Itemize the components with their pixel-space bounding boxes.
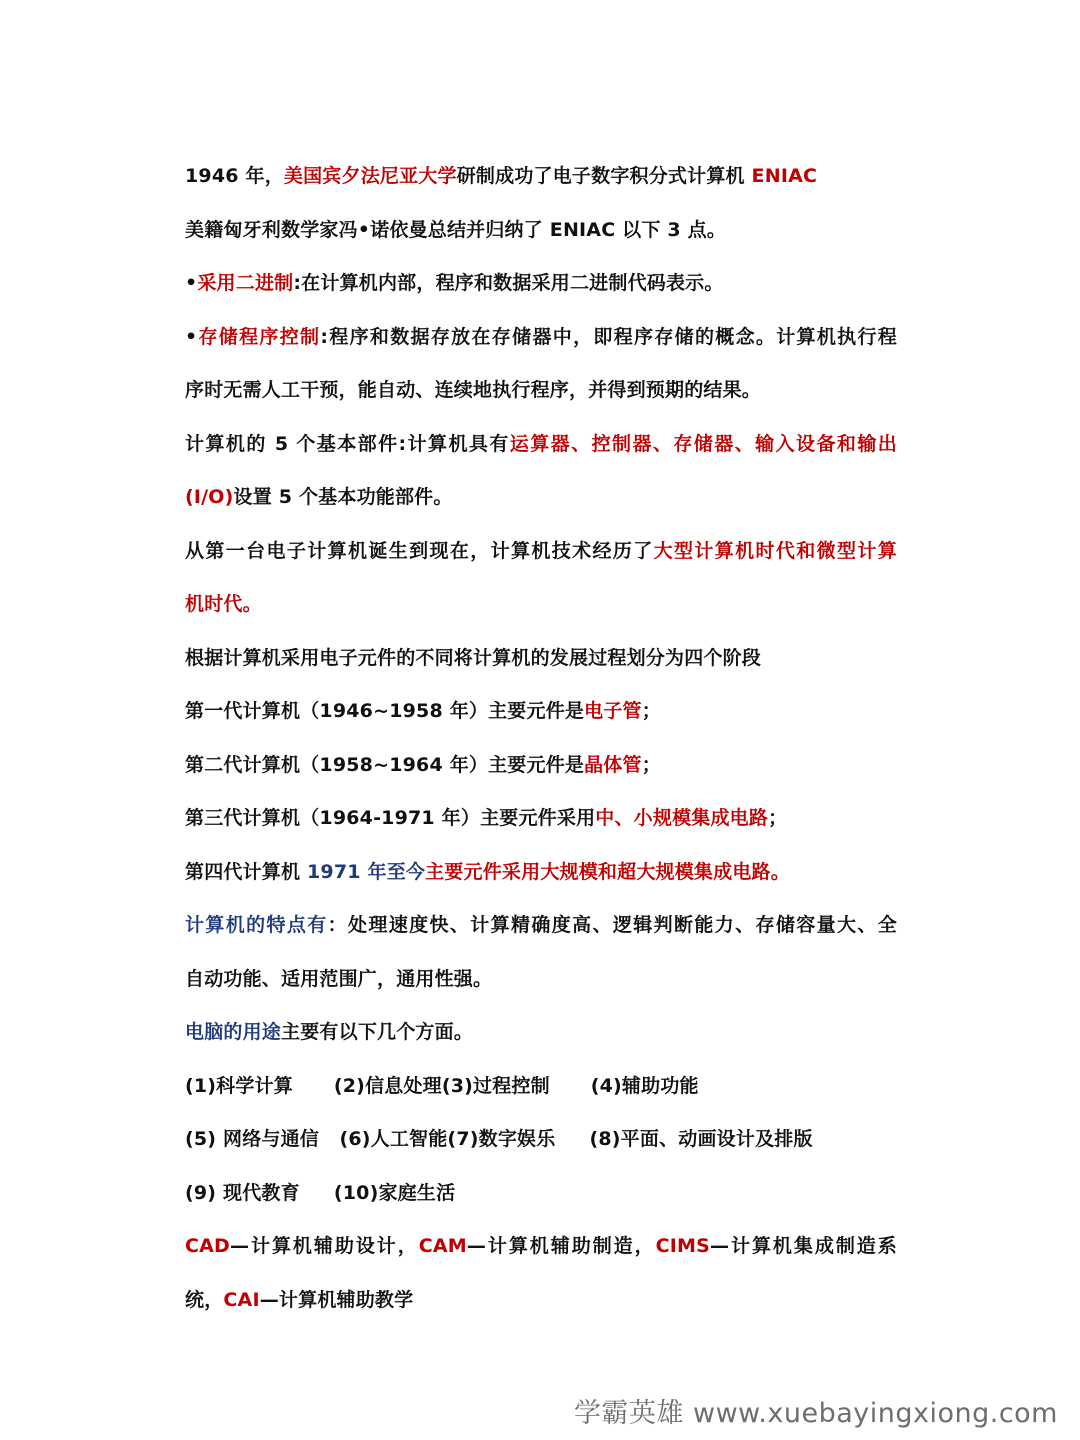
text-segment: 1946 年，	[185, 165, 284, 187]
text-segment: 第三代计算机（1964-1971 年）主要元件采用	[185, 807, 596, 829]
text-segment: —计算机辅助设计，	[230, 1235, 419, 1257]
text-segment: 设置 5 个基本功能部件。	[233, 486, 453, 508]
text-segment: 美籍匈牙利数学家冯•诺依曼总结并归纳了 ENIAC 以下 3 点。	[185, 218, 727, 241]
text-line	[185, 578, 897, 632]
text-segment: ：处理速度快、计算精确度高、逻辑判断能力、存储容量大、全	[327, 914, 897, 936]
text-line	[185, 525, 897, 579]
text-segment: ；	[768, 807, 788, 829]
watermark-footer: 学霸英雄 www.xuebayingxiong.com	[573, 1398, 1058, 1429]
text-segment: 研制成功了电子数字积分式计算机	[456, 165, 752, 187]
text-line	[185, 311, 897, 365]
text-segment: 第二代计算机（1958~1964 年）主要元件是	[185, 753, 585, 776]
text-segment: 统，	[185, 1288, 224, 1311]
text-line	[185, 204, 897, 258]
text-line	[185, 1167, 897, 1221]
highlight-red: ENIAC	[751, 165, 818, 187]
document-body	[185, 150, 897, 1327]
highlight-red: (I/O)	[185, 486, 234, 508]
highlight-red: CAM	[418, 1235, 467, 1257]
text-segment: 第四代计算机	[185, 860, 308, 883]
highlight-blue: 计算机的特点有	[185, 914, 328, 936]
highlight-red: CIMS	[655, 1235, 711, 1257]
text-segment: 主要有以下几个方面。	[281, 1021, 474, 1043]
highlight-red: 机时代。	[185, 593, 262, 615]
text-segment: 序时无需人工干预，能自动、连续地执行程序，并得到预期的结果。	[185, 379, 762, 401]
highlight-red: CAD	[185, 1235, 231, 1257]
text-line	[185, 1220, 897, 1274]
text-segment: 从第一台电子计算机诞生到现在，计算机技术经历了	[185, 539, 654, 562]
text-line	[185, 899, 897, 953]
text-line	[185, 257, 897, 311]
text-segment: —计算机集成制造系	[710, 1235, 897, 1257]
text-line	[185, 632, 897, 686]
text-line	[185, 1060, 897, 1114]
text-line	[185, 953, 897, 1007]
text-segment: —计算机辅助制造，	[466, 1235, 656, 1257]
highlight-red: 主要元件采用大规模和超大规模集成电路。	[425, 860, 790, 883]
text-line	[185, 150, 897, 204]
text-line	[185, 364, 897, 418]
text-segment: •	[185, 272, 198, 294]
text-line	[185, 471, 897, 525]
highlight-red: 大型计算机时代和微型计算	[653, 539, 897, 562]
text-segment: (9) 现代教育 (10)家庭生活	[185, 1181, 456, 1204]
text-line	[185, 739, 897, 793]
text-line	[185, 846, 897, 900]
highlight-blue: 1971 年至今	[307, 860, 426, 883]
text-line	[185, 685, 897, 739]
highlight-red: CAI	[223, 1288, 260, 1311]
text-line	[185, 792, 897, 846]
text-segment: ；	[641, 700, 661, 722]
text-segment: :程序和数据存放在存储器中，即程序存储的概念。计算机执行程	[320, 325, 897, 348]
highlight-red: 采用二进制	[197, 272, 294, 294]
text-segment: 根据计算机采用电子元件的不同将计算机的发展过程划分为四个阶段	[185, 646, 762, 669]
highlight-red: 电子管	[584, 700, 642, 722]
highlight-red: 中、小规模集成电路	[595, 807, 769, 829]
highlight-red: 晶体管	[584, 753, 642, 776]
text-segment: (5) 网络与通信 (6)人工智能(7)数字娱乐 (8)平面、动画设计及排版	[185, 1128, 813, 1150]
text-line	[185, 1274, 897, 1328]
text-segment: :在计算机内部，程序和数据采用二进制代码表示。	[293, 272, 724, 294]
text-line	[185, 1006, 897, 1060]
text-line	[185, 1113, 897, 1167]
text-segment: (1)科学计算 (2)信息处理(3)过程控制 (4)辅助功能	[185, 1074, 699, 1097]
highlight-red: 美国宾夕法尼亚大学	[283, 165, 457, 187]
text-segment: 计算机的 5 个基本部件:计算机具有	[185, 432, 510, 455]
highlight-red: 运算器、控制器、存储器、输入设备和输出	[509, 432, 897, 455]
text-segment: •	[185, 325, 198, 348]
highlight-blue: 电脑的用途	[185, 1021, 282, 1043]
text-segment: ；	[641, 753, 661, 776]
text-segment: 自动功能、适用范围广，通用性强。	[185, 967, 493, 990]
text-line	[185, 418, 897, 472]
highlight-red: 存储程序控制	[197, 325, 321, 348]
text-segment: —计算机辅助教学	[259, 1288, 414, 1311]
text-segment: 第一代计算机（1946~1958 年）主要元件是	[185, 700, 585, 722]
